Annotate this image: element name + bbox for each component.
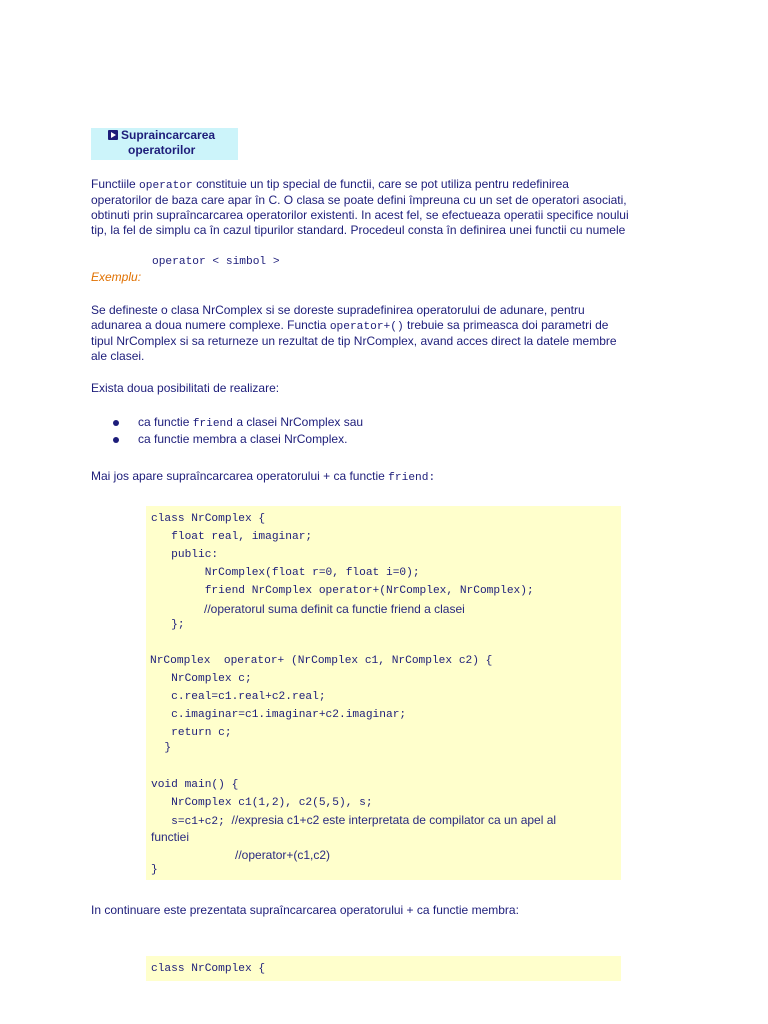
bullet-text: ca functie: [138, 415, 193, 429]
para2-text: adunarea a doua numere complexe. Functia: [91, 318, 330, 332]
code-line: return c;: [151, 727, 232, 739]
code-line: };: [151, 619, 185, 631]
bullet-dot: [113, 437, 119, 443]
intro-text: Functiile: [91, 177, 140, 191]
intro-text: constituie un tip special de functii, care se pot utiliza pentru redefinirea: [192, 177, 569, 191]
code-line: }: [151, 742, 172, 754]
play-arrow-icon[interactable]: [108, 130, 118, 140]
code-line: [151, 813, 556, 828]
section-title: [121, 128, 236, 158]
code-line: class NrComplex {: [151, 513, 266, 525]
code-comment: functiei: [151, 830, 190, 844]
code-line: float real, imaginar;: [151, 531, 313, 543]
para2-line-4: ale clasei.: [91, 349, 145, 363]
para2-text: trebuie sa primeasca doi parametri de: [403, 318, 609, 332]
code-line: class NrComplex {: [151, 963, 266, 975]
intro-line-4: tip, la fel de simplu ca în cazul tipurilor standard. Procedeul consta în definirea unei functii cu numele: [91, 223, 626, 237]
code-line: c.real=c1.real+c2.real;: [151, 691, 326, 703]
code-line: NrComplex c;: [151, 673, 252, 685]
inline-code-operator: operator: [139, 180, 193, 192]
section-title-line2: operatorilor: [128, 143, 196, 157]
para2-line-1: Se defineste o clasa NrComplex si se doreste supradefinirea operatorului de adunare, pentru: [91, 303, 585, 317]
code-line: NrComplex c1(1,2), c2(5,5), s;: [151, 797, 373, 809]
code-line: }: [151, 864, 158, 876]
para4: [91, 469, 435, 486]
inline-code-friend: friend: [192, 418, 233, 430]
para3: Exista doua posibilitati de realizare:: [91, 381, 280, 395]
code-line: NrComplex operator+ (NrComplex c1, NrComplex c2) {: [150, 655, 493, 667]
code-comment: //expresia c1+c2 este interpretata de compilator ca un apel al: [224, 813, 557, 827]
code-comment: //operator+(c1,c2): [235, 848, 331, 862]
example-label: Exemplu:: [91, 270, 142, 284]
code-comment: //operatorul suma definit ca functie friend a clasei: [204, 602, 465, 616]
section-title-line1: Supraincarcarea: [121, 128, 216, 142]
bullet-item-1: [138, 415, 363, 430]
code-statement: s=c1+c2;: [151, 816, 225, 828]
code-block-member: [146, 956, 621, 981]
code-line: NrComplex(float r=0, float i=0);: [151, 567, 420, 579]
syntax-line: operator < simbol >: [152, 256, 280, 268]
bullet-text: a clasei NrComplex sau: [233, 415, 364, 429]
code-block-friend: [146, 506, 621, 880]
code-line: public:: [151, 549, 219, 561]
code-line: void main() {: [151, 779, 239, 791]
section-title-box: [91, 128, 238, 160]
para4-text: Mai jos apare supraîncarcarea operatorului + ca functie: [91, 469, 389, 483]
inline-code-friend: friend:: [388, 472, 436, 484]
para5: In continuare este prezentata supraîncarcarea operatorului + ca functie membra:: [91, 903, 519, 917]
code-line: c.imaginar=c1.imaginar+c2.imaginar;: [151, 709, 407, 721]
bullet-item-2: ca functie membra a clasei NrComplex.: [138, 432, 348, 446]
bullet-dot: [113, 420, 119, 426]
intro-line-3: obtinuti prin supraîncarcarea operatorilor existenti. In acest fel, se efectueaza operatii specifice noului: [91, 207, 629, 222]
inline-code-operator-plus: operator+(): [329, 321, 404, 333]
intro-line-2: operatorilor de baza care apar în C. O clasa se poate defini împreuna cu un set de operatori asociati,: [91, 192, 627, 207]
code-line: friend NrComplex operator+(NrComplex, NrComplex);: [151, 585, 534, 597]
para2-line-3: tipul NrComplex si sa returneze un rezultat de tip NrComplex, avand acces direct la datele membre: [91, 333, 617, 348]
